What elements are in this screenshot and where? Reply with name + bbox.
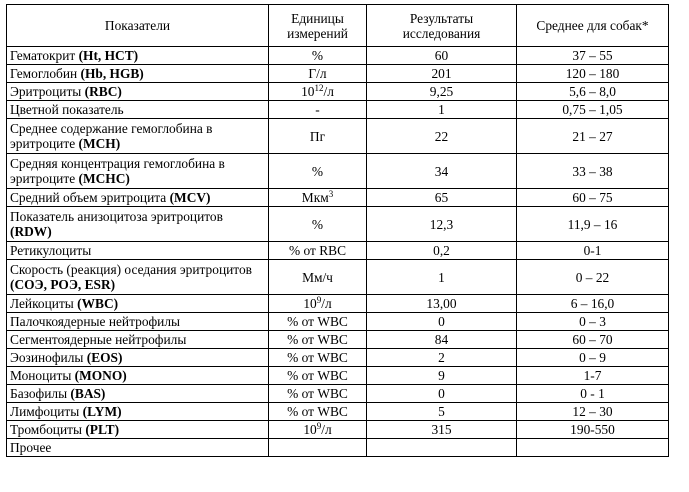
unit-cell: % xyxy=(269,207,367,242)
norm-cell: 60 – 70 xyxy=(517,331,669,349)
table-row xyxy=(7,260,669,295)
norm-cell: 12 – 30 xyxy=(517,403,669,421)
indicator-name: Эозинофилы (EOS) xyxy=(7,349,269,367)
table-row xyxy=(7,65,669,83)
norm-cell: 120 – 180 xyxy=(517,65,669,83)
result-cell: 13,00 xyxy=(367,295,517,313)
result-cell: 1 xyxy=(367,260,517,295)
indicator-name: Цветной показатель xyxy=(7,101,269,119)
table-row xyxy=(7,47,669,65)
table-row xyxy=(7,295,669,313)
result-cell: 315 xyxy=(367,421,517,439)
header-dog-average: Среднее для собак* xyxy=(517,5,669,47)
unit-cell: - xyxy=(269,101,367,119)
table-row xyxy=(7,385,669,403)
indicator-name: Средний объем эритроцита (MCV) xyxy=(7,189,269,207)
indicator-name: Моноциты (MONO) xyxy=(7,367,269,385)
unit-cell: $10^9/л$ xyxy=(269,295,367,313)
indicator-name: Среднее содержание гемоглобина в эритроците (MCH) xyxy=(7,119,269,154)
result-cell: 9,25 xyxy=(367,83,517,101)
header-indicators: Показатели xyxy=(7,5,269,47)
indicator-code: (BAS) xyxy=(70,386,106,401)
blood-test-table xyxy=(6,4,669,457)
table-row xyxy=(7,242,669,260)
norm-cell: 60 – 75 xyxy=(517,189,669,207)
indicator-code: (EOS) xyxy=(86,350,123,365)
indicator-name: Лейкоциты (WBC) xyxy=(7,295,269,313)
indicator-name: Показатель анизоцитоза эритроцитов (RDW) xyxy=(7,207,269,242)
norm-cell: 33 – 38 xyxy=(517,154,669,189)
norm-cell: 0,75 – 1,05 xyxy=(517,101,669,119)
indicator-name: Скорость (реакция) оседания эритроцитов (СОЭ, РОЭ, ESR) xyxy=(7,260,269,295)
table-row xyxy=(7,189,669,207)
indicator-name: Тромбоциты (PLT) xyxy=(7,421,269,439)
unit-cell: Г/л xyxy=(269,65,367,83)
unit-cell: % от WBC xyxy=(269,403,367,421)
indicator-name: Средняя концентрация гемоглобина в эритроците (MCHC) xyxy=(7,154,269,189)
result-cell: 0 xyxy=(367,385,517,403)
unit-cell: % от WBC xyxy=(269,385,367,403)
unit-cell: $10^{12}/л$ xyxy=(269,83,367,101)
unit-cell: % от WBC xyxy=(269,313,367,331)
table-row xyxy=(7,207,669,242)
header-units: Единицы измерений xyxy=(269,5,367,47)
unit-cell: % от RBC xyxy=(269,242,367,260)
table-row xyxy=(7,403,669,421)
unit-cell: % от WBC xyxy=(269,367,367,385)
unit-cell: $10^9/л$ xyxy=(269,421,367,439)
norm-cell: 0 – 3 xyxy=(517,313,669,331)
table-row xyxy=(7,331,669,349)
table-row xyxy=(7,101,669,119)
indicator-code: (СОЭ, РОЭ, ESR) xyxy=(10,277,116,292)
table-row xyxy=(7,367,669,385)
norm-cell: 0 - 1 xyxy=(517,385,669,403)
indicator-name: Прочее xyxy=(7,439,269,457)
result-cell: 0,2 xyxy=(367,242,517,260)
indicator-code: (PLT) xyxy=(85,422,120,437)
norm-cell: 0 – 9 xyxy=(517,349,669,367)
result-cell: 201 xyxy=(367,65,517,83)
result-cell: 65 xyxy=(367,189,517,207)
norm-cell: 1-7 xyxy=(517,367,669,385)
result-cell: 2 xyxy=(367,349,517,367)
table-row xyxy=(7,83,669,101)
norm-cell xyxy=(517,439,669,457)
indicator-code: (WBC) xyxy=(77,296,119,311)
indicator-code: (MCHC) xyxy=(78,171,130,186)
unit-cell: Пг xyxy=(269,119,367,154)
norm-cell: 5,6 – 8,0 xyxy=(517,83,669,101)
indicator-code: (MONO) xyxy=(74,368,127,383)
indicator-name: Сегментоядерные нейтрофилы xyxy=(7,331,269,349)
norm-cell: 37 – 55 xyxy=(517,47,669,65)
result-cell: 12,3 xyxy=(367,207,517,242)
unit-cell: Мкм$^3$ xyxy=(269,189,367,207)
table-header-row xyxy=(7,5,669,47)
unit-cell xyxy=(269,439,367,457)
unit-cell: % xyxy=(269,47,367,65)
header-results: Результаты исследования xyxy=(367,5,517,47)
result-cell: 1 xyxy=(367,101,517,119)
table-row xyxy=(7,119,669,154)
result-cell: 22 xyxy=(367,119,517,154)
norm-cell: 0-1 xyxy=(517,242,669,260)
indicator-code: (MCH) xyxy=(78,136,121,151)
indicator-code: (Ht, HCT) xyxy=(78,48,139,63)
unit-cell: % от WBC xyxy=(269,331,367,349)
norm-cell: 0 – 22 xyxy=(517,260,669,295)
unit-cell: % xyxy=(269,154,367,189)
table-row xyxy=(7,349,669,367)
table-row xyxy=(7,439,669,457)
indicator-name: Палочкоядерные нейтрофилы xyxy=(7,313,269,331)
table-row xyxy=(7,421,669,439)
indicator-code: (RDW) xyxy=(10,224,52,239)
norm-cell: 21 – 27 xyxy=(517,119,669,154)
table-row xyxy=(7,154,669,189)
indicator-code: (LYM) xyxy=(82,404,122,419)
indicator-code: (Hb, HGB) xyxy=(80,66,144,81)
result-cell: 5 xyxy=(367,403,517,421)
unit-cell: Мм/ч xyxy=(269,260,367,295)
result-cell xyxy=(367,439,517,457)
result-cell: 9 xyxy=(367,367,517,385)
unit-cell: % от WBC xyxy=(269,349,367,367)
indicator-name: Гематокрит (Ht, HCT) xyxy=(7,47,269,65)
norm-cell: 6 – 16,0 xyxy=(517,295,669,313)
result-cell: 60 xyxy=(367,47,517,65)
indicator-name: Гемоглобин (Hb, HGB) xyxy=(7,65,269,83)
result-cell: 34 xyxy=(367,154,517,189)
indicator-name: Лимфоциты (LYM) xyxy=(7,403,269,421)
indicator-code: (RBC) xyxy=(84,84,122,99)
indicator-name: Ретикулоциты xyxy=(7,242,269,260)
table-row xyxy=(7,313,669,331)
indicator-name: Эритроциты (RBC) xyxy=(7,83,269,101)
indicator-code: (MCV) xyxy=(169,190,211,205)
blood-test-table-container xyxy=(6,4,669,457)
norm-cell: 190-550 xyxy=(517,421,669,439)
norm-cell: 11,9 – 16 xyxy=(517,207,669,242)
indicator-name: Базофилы (BAS) xyxy=(7,385,269,403)
result-cell: 84 xyxy=(367,331,517,349)
result-cell: 0 xyxy=(367,313,517,331)
